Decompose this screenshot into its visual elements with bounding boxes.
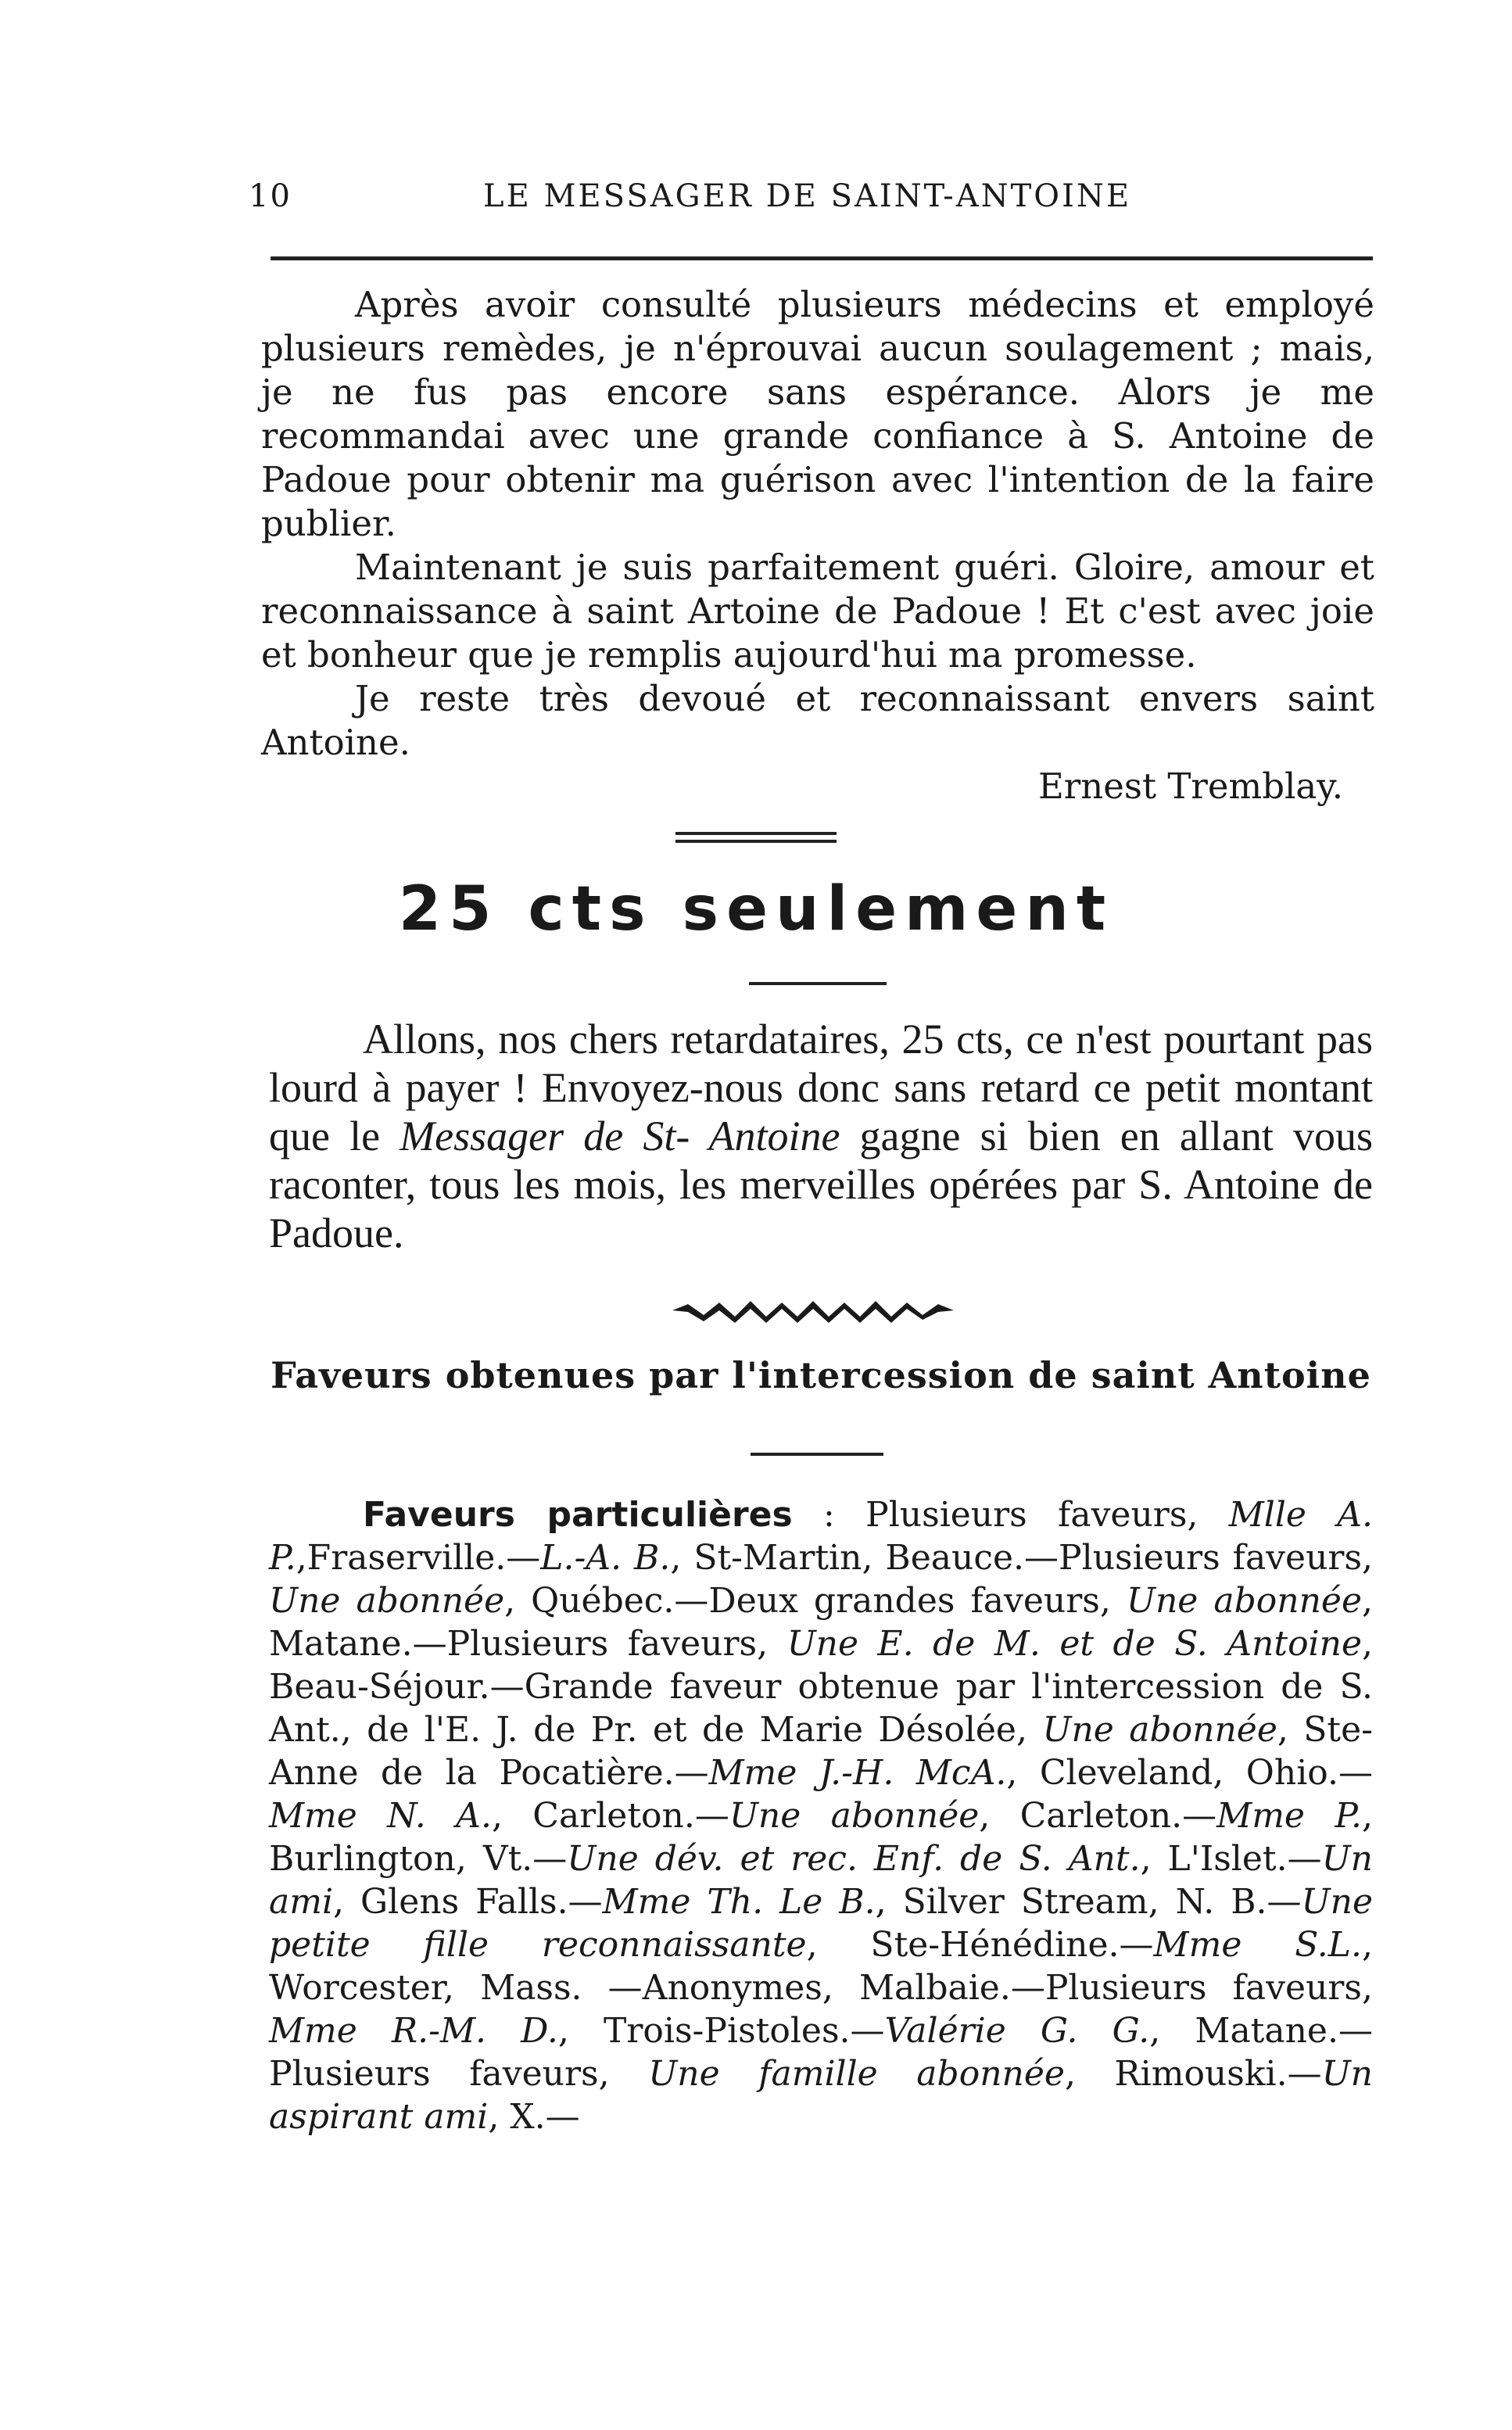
favor-name: Mme N. A. [269,1796,492,1836]
notice-text-b: gagne si bien en allant vous raconter, tous les mois, les merveilles opérées par S. Antoine de Padoue. [269,1113,1373,1256]
favor-text: , Silver Stream, N. B.— [875,1882,1302,1922]
letter-paragraph-2: Maintenant je suis parfaitement guéri. Gloire, amour et reconnaissance à saint Artoine de Padoue ! Et c'est avec joie et bonheur que je remplis aujourd'hui ma promesse. [261,547,1374,676]
page-number: 10 [249,178,292,214]
favor-text: , Beau-Séjour.—Grande faveur obtenue par l'intercession de S. Ant., de l'E. J. de Pr. et de Marie Désolée, [269,1624,1374,1750]
favor-text: , L'Islet.— [1140,1839,1322,1879]
notice-text [269,1015,1373,1257]
favor-name: Une abonnée [1042,1710,1277,1750]
favor-name: Une abonnée [729,1796,980,1836]
header-rule [271,256,1373,260]
favor-text: , Matane.—Plusieurs faveurs, [269,2011,1373,2094]
separator-rule-1 [675,832,837,835]
favor-text: , Carleton.— [491,1796,729,1836]
favor-name: Une abonnée [1126,1581,1362,1621]
notice-rule [749,982,887,985]
favor-name: Mlle A. P. [269,1495,1373,1578]
notice-text-italic: Messager de St- Antoine [399,1113,840,1159]
favor-text: , Ste-Hénédine.— [806,1925,1154,1965]
favor-name: Mme P. [1216,1796,1362,1836]
favor-text: , Matane.—Plusieurs faveurs, [269,1581,1373,1664]
favor-text: , Québec.—Deux grandes faveurs, [504,1581,1127,1621]
favor-name: Une famille abonnée [648,2054,1065,2094]
favor-text: , Trois-Pistoles.— [557,2011,885,2051]
favors-lead: Faveurs particulières [363,1495,793,1535]
favor-name: Valérie G. G. [884,2011,1150,2051]
favor-name: Mme R.-M. D. [269,2011,558,2051]
favors-rule [751,1453,883,1456]
favor-text: , Rimouski.— [1064,2054,1322,2094]
page-header [249,178,1374,233]
favor-name: Un aspirant ami [269,2054,1373,2137]
favor-name: Mme Th. Le B. [602,1882,876,1922]
favor-name: Une E. de M. et de S. Antoine [786,1624,1363,1664]
favor-text: , Burlington, Vt.— [269,1796,1373,1879]
favor-text: , X.— [488,2097,580,2137]
running-title: LE MESSAGER DE SAINT-ANTOINE [483,178,1132,214]
favor-name: Une dév. et rec. Enf. de S. Ant. [567,1839,1141,1879]
notice-text-a: Allons, nos chers retardataires, 25 cts, ce n'est pourtant pas lourd à payer ! Envoyez-nous donc sans retard ce petit montant que le [269,1016,1373,1159]
favor-text: , St-Martin, Beauce.—Plusieurs faveurs, [670,1538,1374,1578]
testimony-letter [261,283,1374,808]
favor-text: , Worcester, Mass. —Anonymes, Malbaie.—Plusieurs faveurs, [269,1925,1373,2008]
signature: Ernest Tremblay. [1037,765,1343,807]
favor-text: ,Fraserville.— [296,1538,541,1578]
favor-name: Une abonnée [269,1581,505,1621]
favor-text: : Plusieurs faveurs, [822,1495,1229,1535]
favor-name: Un ami [269,1839,1374,1922]
wave-ornament-icon [657,1288,969,1335]
letter-paragraph-3: Je reste très devoué et reconnaissant envers saint Antoine. [261,678,1374,763]
favor-text: , Cleveland, Ohio.— [1006,1753,1373,1793]
favor-name: Une petite fille reconnaissante [269,1882,1373,1965]
favors-section-title: Faveurs obtenues par l'intercession de saint Antoine [271,1354,1371,1396]
favor-text: , Glens Falls.— [333,1882,603,1922]
separator-rule-2 [675,840,837,843]
favor-text: , Carleton.— [979,1796,1217,1836]
favor-text: , Ste-Anne de la Pocatière.— [269,1710,1374,1793]
favors-list [269,1493,1373,2138]
favor-name: Mme S.L. [1153,1925,1362,1965]
signature-line [261,765,1374,808]
favor-name: L.-A. B. [540,1538,671,1578]
favor-name: Mme J.-H. McA. [708,1753,1007,1793]
letter-paragraph-1: Après avoir consulté plusieurs médecins et employé plusieurs remèdes, je n'éprouvai aucun soulagement ; mais, je ne fus pas encore sans espérance. Alors je me recommandai avec une grande confiance à S. Antoine de Padoue pour obtenir ma guérison avec l'intention de la faire publier. [261,284,1374,544]
notice-title: 25 cts seulement [398,874,1114,944]
